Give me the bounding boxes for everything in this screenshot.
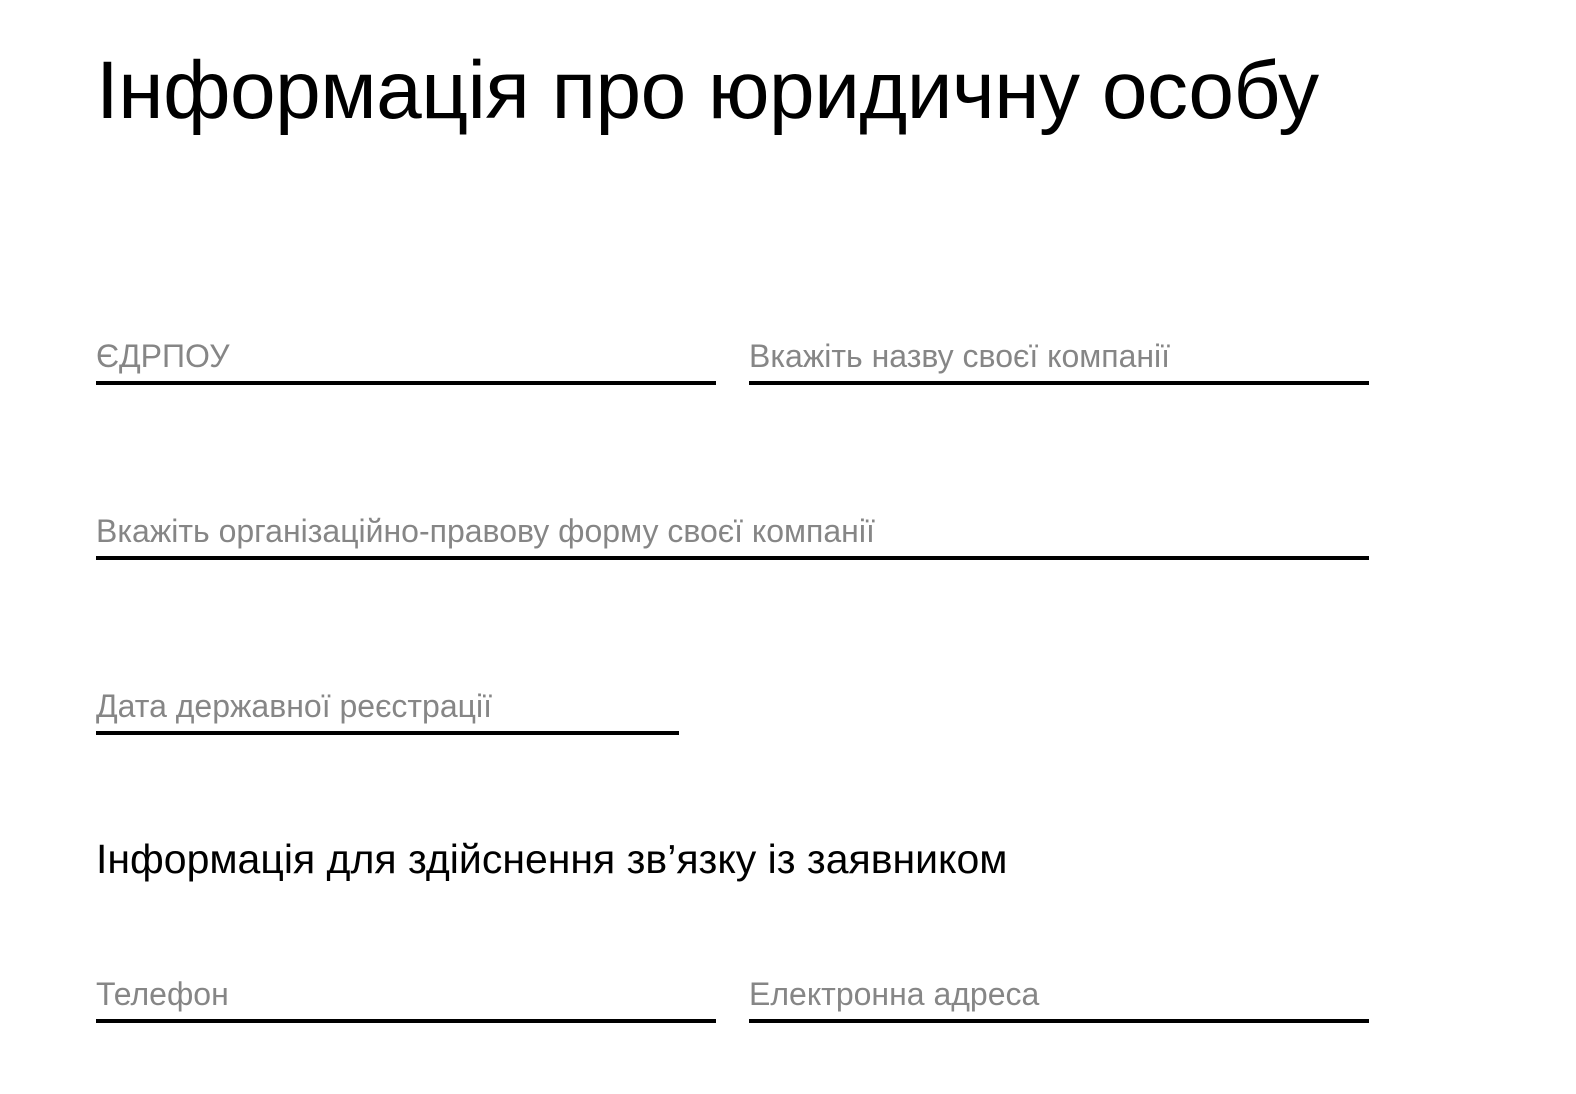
registration-date-field[interactable]	[96, 690, 679, 738]
legal-form-input[interactable]	[96, 515, 1369, 560]
phone-input[interactable]	[96, 978, 716, 1023]
legal-form-field[interactable]	[96, 515, 1369, 563]
edrpou-field[interactable]	[96, 340, 716, 388]
email-input[interactable]	[749, 978, 1369, 1023]
contact-section-heading: Інформація для здійснення зв’язку із заявником	[96, 836, 1008, 882]
email-field[interactable]	[749, 978, 1369, 1026]
registration-date-input[interactable]	[96, 690, 679, 735]
phone-field[interactable]	[96, 978, 716, 1026]
edrpou-input[interactable]	[96, 340, 716, 385]
page-title: Інформація про юридичну особу	[96, 45, 1319, 136]
company-name-field[interactable]	[749, 340, 1369, 388]
company-name-input[interactable]	[749, 340, 1369, 385]
